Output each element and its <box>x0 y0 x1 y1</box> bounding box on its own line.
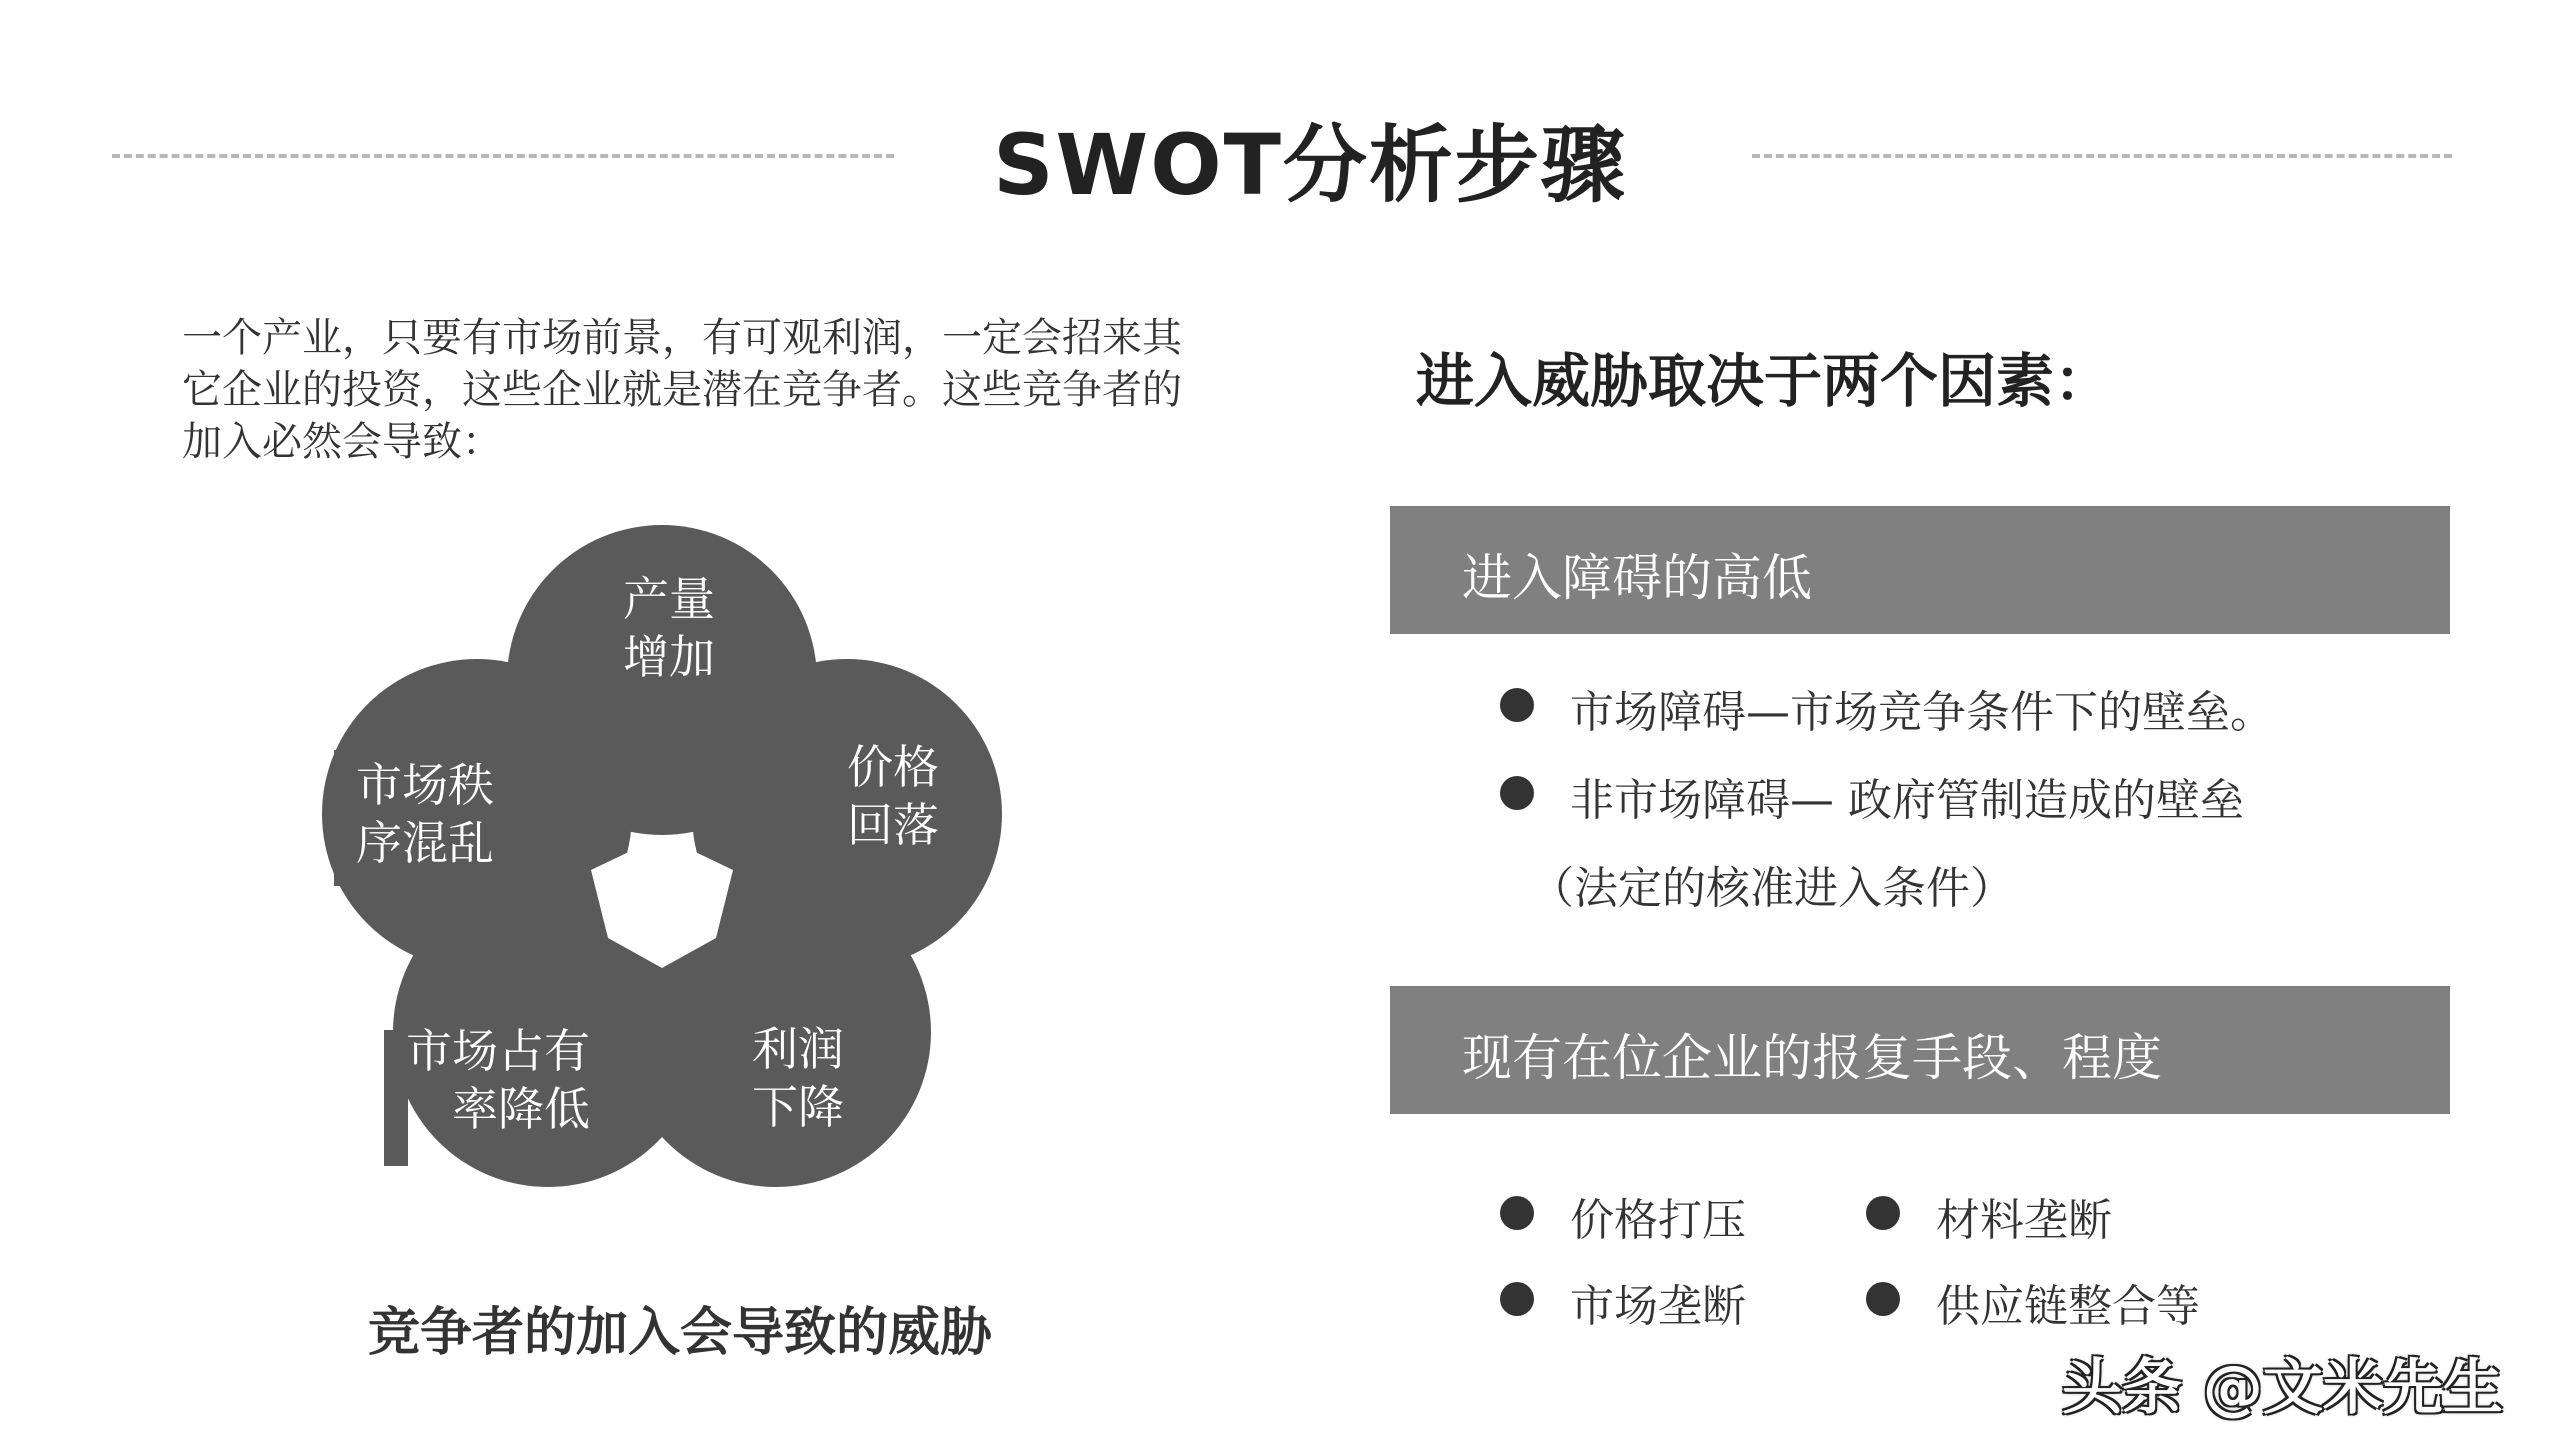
petal-label-profit: 利润 下降 <box>752 1022 844 1134</box>
bullet-dot <box>1500 688 1534 722</box>
entry-barrier-band <box>1390 506 2450 634</box>
means-item-supply-chain: 供应链整合等 <box>1936 1281 2200 1332</box>
petal-label-price: 价格 回落 <box>847 740 939 852</box>
factors-heading: 进入威胁取决于两个因素： <box>1416 347 2113 415</box>
means-item-price: 价格打压 <box>1570 1195 1746 1246</box>
bullet-dot <box>1500 776 1534 810</box>
retaliation-label: 现有在位企业的报复手段、程度 <box>1462 1029 2162 1087</box>
diagram-caption: 竞争者的加入会导致的威胁 <box>367 1303 992 1363</box>
petal-edge-tab <box>334 750 354 886</box>
intro-line: 一个产业，只要有市场前景，有可观利润，一定会招来其 <box>182 315 1182 361</box>
bullet-dot <box>1500 1282 1534 1316</box>
bullet-dot <box>1500 1196 1534 1230</box>
petal-label-output: 产量 增加 <box>623 572 715 684</box>
bullet-dot <box>1866 1282 1900 1316</box>
means-item-market: 市场垄断 <box>1570 1281 1746 1332</box>
barrier-item-nonmarket: 非市场障碍— 政府管制造成的壁垒 <box>1570 775 2244 826</box>
petal-label-share: 市场占有 率降低 <box>406 1024 590 1136</box>
intro-line: 加入必然会导致： <box>182 419 502 465</box>
petal-label-disorder: 市场秩 序混乱 <box>356 758 494 870</box>
barrier-item-market: 市场障碍—市场竞争条件下的壁垒。 <box>1570 687 2274 738</box>
threat-flower-diagram <box>320 520 1020 1220</box>
retaliation-band <box>1390 986 2450 1114</box>
bullet-dot <box>1866 1196 1900 1230</box>
means-item-material: 材料垄断 <box>1936 1195 2112 1246</box>
barrier-item-note: （法定的核准进入条件） <box>1530 863 2014 914</box>
petal-edge-tab <box>384 1030 408 1166</box>
intro-line: 它企业的投资，这些企业就是潜在竞争者。这些竞争者的 <box>182 367 1182 413</box>
left-dashed-divider <box>112 154 894 158</box>
entry-barrier-label: 进入障碍的高低 <box>1462 549 1812 607</box>
watermark: 头条 @文米先生 <box>2062 1353 2503 1423</box>
right-dashed-divider <box>1752 154 2452 158</box>
page-title: SWOT分析步骤 <box>993 116 1627 214</box>
intro-paragraph <box>182 312 1262 468</box>
